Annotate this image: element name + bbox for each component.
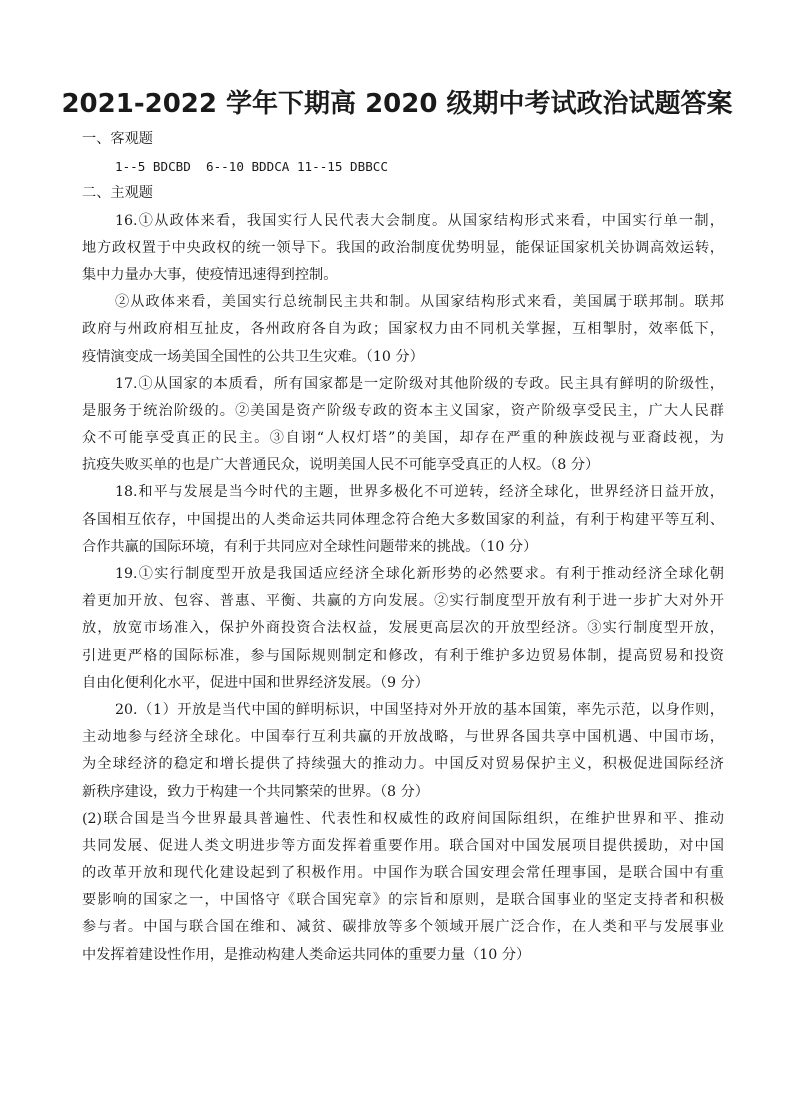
paragraph-line: 主动地参与经济全球化。中国奉行互利共赢的开放战略，与世界各国共享中国机遇、中国市场， — [82, 729, 724, 746]
paragraph-line: 共同发展、促进人类文明进步等方面发挥着重要作用。联合国对中国发展项目提供援助，对中国 — [82, 837, 724, 854]
answer-paragraph — [82, 289, 724, 371]
paragraph-line: 20.（1）开放是当代中国的鲜明标识，中国坚持对外开放的基本国策，率先示范，以身作则， — [115, 701, 724, 718]
paragraph-line: 18.和平与发展是当今时代的主题，世界多极化不可逆转，经济全球化，世界经济日益开放， — [115, 484, 724, 501]
paragraph-line: 新秩序建设，致力于构建一个共同繁荣的世界。（8 分） — [82, 783, 429, 800]
answer-paragraph — [82, 697, 724, 806]
objective-answers: 1--5 BDCBD 6--10 BDDCA 11--15 DBBCC — [115, 159, 388, 175]
answer-paragraph — [82, 561, 724, 697]
paragraph-line: 19.①实行制度型开放是我国适应经济全球化新形势的必然要求。有利于推动经济全球化朝 — [115, 566, 724, 582]
paragraph-line: (2)联合国是当今世界最具普遍性、代表性和权威性的政府间国际组织，在维护世界和平、推动 — [82, 810, 724, 827]
paragraph-line: 16.①从政体来看，我国实行人民代表大会制度。从国家结构形式来看，中国实行单一制， — [115, 212, 724, 229]
answer-paragraph — [82, 479, 724, 561]
paragraph-line: 自由化便利化水平，促进中国和世界经济发展。（9 分） — [82, 674, 429, 691]
paragraph-line: 众不可能享受真正的民主。③自诩“人权灯塔”的美国，却存在严重的种族歧视与亚裔歧视，为 — [82, 430, 724, 447]
answer-paragraph — [82, 806, 724, 969]
paragraph-line: 抗疫失败买单的也是广大普通民众，说明美国人民不可能享受真正的人权。（8 分） — [82, 457, 600, 474]
paragraph-line: 合作共赢的国际环境，有利于共同应对全球性问题带来的挑战。（10 分） — [82, 538, 538, 555]
paragraph-line: 引进更严格的国际标准，参与国际规则制定和修改，有利于维护多边贸易体制，提高贸易和投资 — [82, 647, 724, 664]
paragraph-line: 的改革开放和现代化建设起到了积极作用。中国作为联合国安理会常任理事国，是联合国中有重 — [82, 865, 724, 882]
paragraph-line: 集中力量办大事，使疫情迅速得到控制。 — [82, 266, 338, 283]
paragraph-line: 各国相互依存，中国提出的人类命运共同体理念符合绝大多数国家的利益，有利于构建平等互利、 — [82, 511, 724, 528]
subjective-answers — [82, 208, 724, 969]
paragraph-line: 参与者。中国与联合国在维和、减贫、碳排放等多个领域开展广泛合作，在人类和平与发展事业 — [82, 919, 724, 936]
paragraph-line: 地方政权置于中央政权的统一领导下。我国的政治制度优势明显，能保证国家机关协调高效运转， — [82, 239, 724, 256]
paragraph-line: 着更加开放、包容、普惠、平衡、共赢的方向发展。②实行制度型开放有利于进一步扩大对外开 — [82, 593, 724, 610]
answer-paragraph — [82, 208, 724, 290]
document-body — [82, 126, 724, 969]
paragraph-line: ②从政体来看，美国实行总统制民主共和制。从国家结构形式来看，美国属于联邦制。联邦 — [115, 294, 724, 311]
paragraph-line: 是服务于统治阶级的。②美国是资产阶级专政的资本主义国家，资产阶级享受民主，广大人民群 — [82, 402, 724, 419]
answer-paragraph — [82, 371, 724, 480]
subjective-heading: 二、主观题 — [82, 185, 153, 202]
paragraph-line: 17.①从国家的本质看，所有国家都是一定阶级对其他阶级的专政。民主具有鲜明的阶级性， — [115, 375, 724, 392]
document-title: 2021-2022 学年下期高 2020 级期中考试政治试题答案 — [61, 89, 733, 119]
paragraph-line: 政府与州政府相互扯皮，各州政府各自为政；国家权力由不同机关掌握，互相掣肘，效率低下， — [82, 321, 724, 338]
paragraph-line: 要影响的国家之一，中国恪守《联合国宪章》的宗旨和原则，是联合国事业的坚定支持者和积极 — [82, 892, 724, 909]
paragraph-line: 疫情演变成一场美国全国性的公共卫生灾难。（10 分） — [82, 348, 424, 365]
paragraph-line: 中发挥着建设性作用，是推动构建人类命运共同体的重要力量（10 分） — [82, 946, 531, 963]
objective-heading: 一、客观题 — [82, 131, 153, 147]
paragraph-line: 为全球经济的稳定和增长提供了持续强大的推动力。中国反对贸易保护主义，积极促进国际经济 — [82, 756, 724, 773]
paragraph-line: 放，放宽市场准入，保护外商投资合法权益，发展更高层次的开放型经济。③实行制度型开放， — [82, 620, 724, 637]
